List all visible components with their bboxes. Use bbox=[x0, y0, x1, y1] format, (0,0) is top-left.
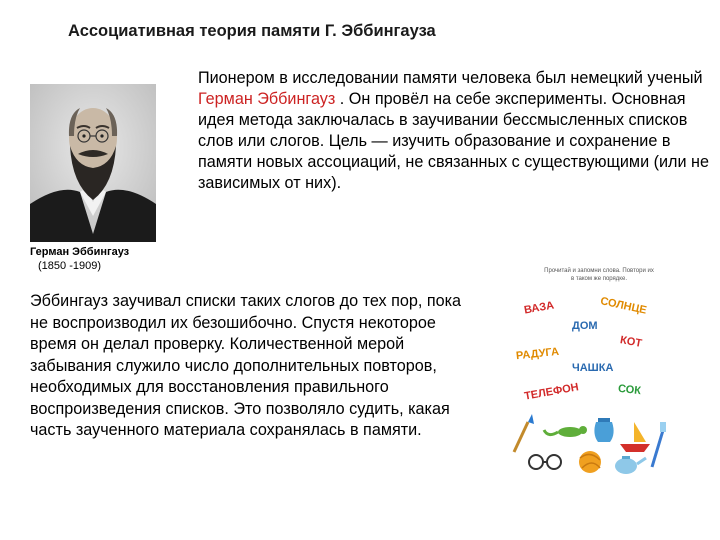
memory-card-heading: Прочитай и запомни слова. Повтори их в таком же порядке. bbox=[544, 268, 654, 282]
memory-word-text: ДОМ bbox=[572, 320, 598, 332]
portrait-caption-name: Герман Эббингауз bbox=[30, 246, 130, 258]
memory-word-text: РАДУГА bbox=[515, 345, 560, 363]
intro-text-before: Пионером в исследовании памяти человека был немецкий ученый bbox=[198, 69, 703, 87]
memory-card-icons bbox=[494, 262, 670, 494]
memory-word-text: СОК bbox=[617, 382, 642, 398]
boat-icon bbox=[620, 422, 650, 452]
portrait-photo bbox=[30, 84, 156, 242]
teapot-icon bbox=[615, 456, 646, 474]
paintbrush-icon bbox=[514, 414, 534, 452]
toothbrush-icon bbox=[652, 422, 666, 467]
memory-word-text: ТЕЛЕФОН bbox=[523, 381, 580, 403]
memory-word-text: ВАЗА bbox=[523, 299, 556, 317]
memory-word-text: КОТ bbox=[619, 334, 643, 350]
memory-word-text: СОЛНЦЕ bbox=[599, 295, 648, 317]
intro-highlight-name: Герман Эббингауз bbox=[198, 90, 336, 108]
page-title: Ассоциативная теория памяти Г. Эббингауза bbox=[68, 22, 436, 40]
lizard-icon bbox=[544, 426, 587, 437]
intro-paragraph bbox=[198, 68, 716, 194]
memory-card bbox=[494, 262, 670, 494]
memory-word-text: ЧАШКА bbox=[572, 362, 614, 374]
yarn-ball-icon bbox=[579, 451, 601, 473]
experiment-paragraph: Эббингауз заучивал списки таких слогов до тех пор, пока не воспроизводил их безошибочно. Спустя некоторое время он делал проверку. Количественной мерой забывания служило число дополнительных повторов, необходимых для восстановления правильного воспроизведения списков. Это позволяло судить, какая часть заученного материала сохранялась в памяти. bbox=[30, 292, 462, 439]
intro-text-after: . Он провёл на себе эксперименты. Основная идея метода заключалась в заучивании бессмысленных списков слов или слогов. Цель — изучить образование и сохранение в памяти новых ассоциаций, не связанных с существующими (или не зависимых от них). bbox=[198, 90, 709, 192]
glasses-icon bbox=[529, 455, 561, 469]
vase-icon bbox=[594, 418, 613, 442]
portrait-image bbox=[30, 84, 156, 242]
portrait-caption-years: (1850 -1909) bbox=[38, 260, 101, 272]
